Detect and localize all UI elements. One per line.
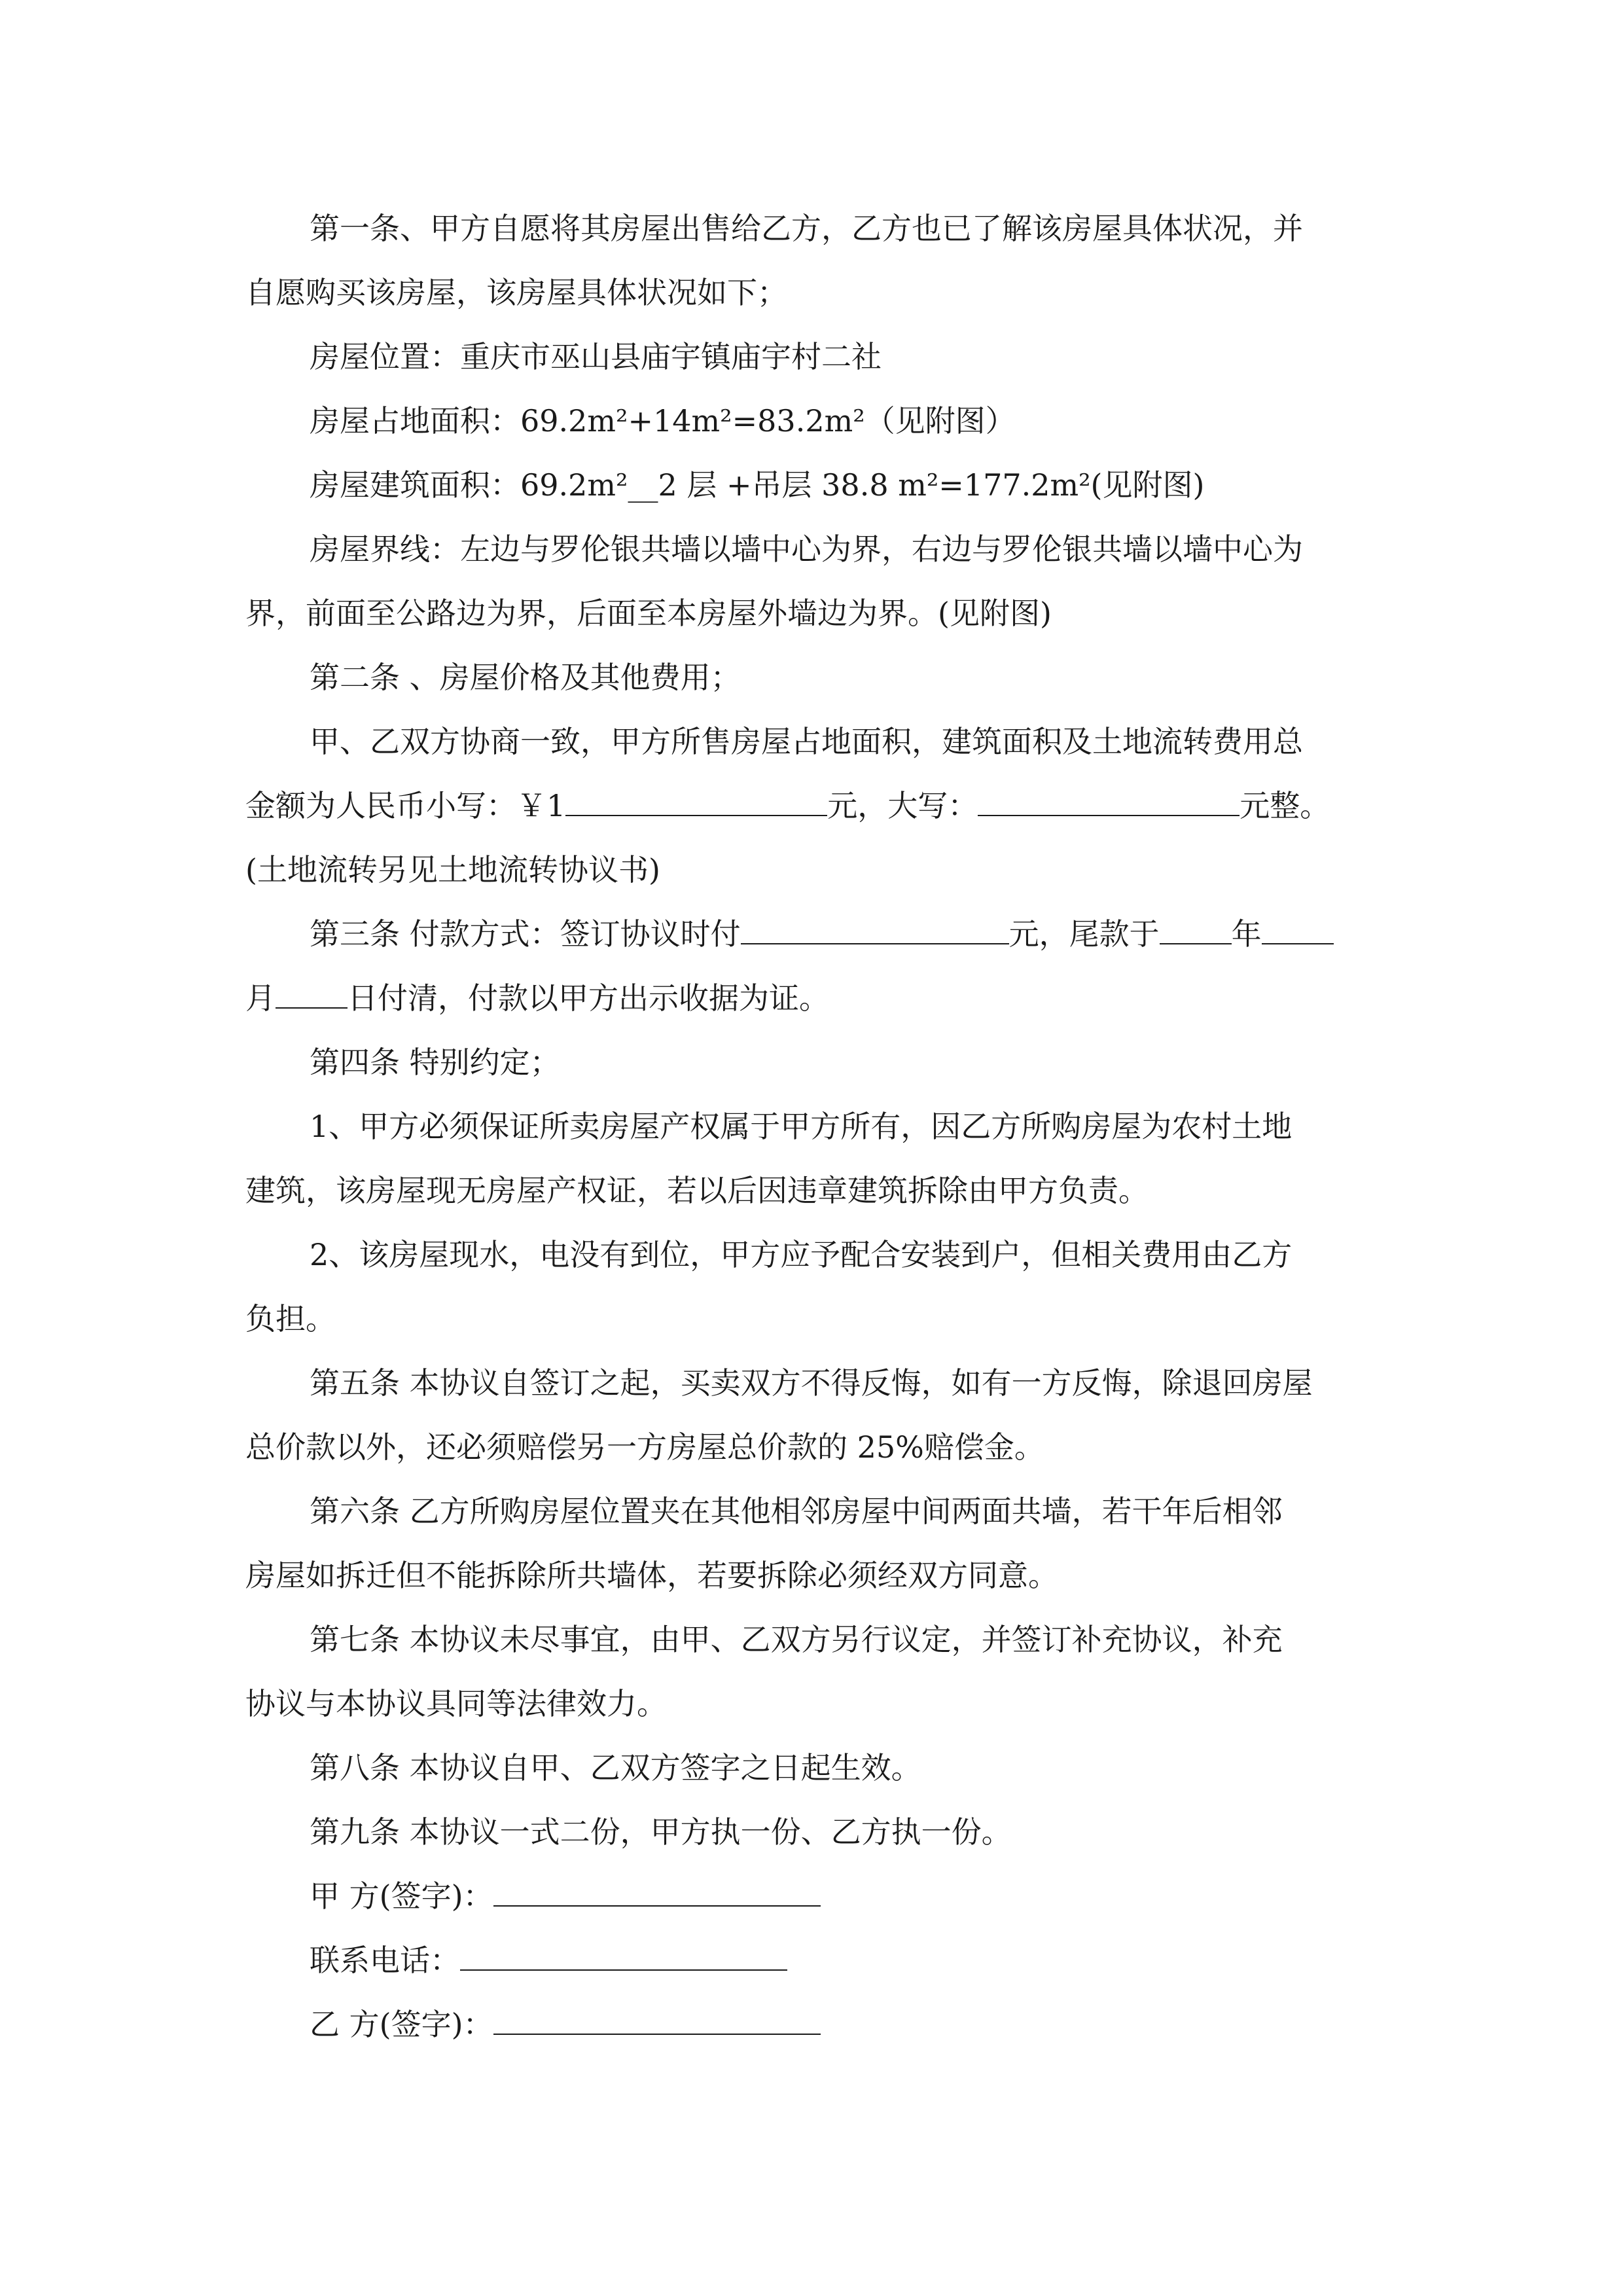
house-location: 房屋位置：重庆市巫山县庙宇镇庙宇村二社 [310,339,882,374]
party-b-signature-blank[interactable] [493,2003,821,2035]
article4-item1-line2: 建筑，该房屋现无房屋产权证，若以后因违章建筑拆除由甲方负责。 [245,1173,1149,1208]
deposit-blank [741,913,1009,944]
building-area: 房屋建筑面积：69.2m²__2 层 +吊层 38.8 m²=177.2m²(见附图) [310,467,1205,503]
article3-payment-label: 第三条 付款方式：签订协议时付 [310,916,741,952]
amount-figures-blank [565,785,827,816]
year-blank [1160,913,1232,944]
land-area: 房屋占地面积：69.2m²+14m²=83.2m²（见附图） [310,403,1016,439]
phone-blank[interactable] [460,1939,787,1971]
article6-line1: 第六条 乙方所购房屋位置夹在其他相邻房屋中间两面共墙，若干年后相邻 [310,1494,1283,1529]
phone-row [245,1928,1381,1992]
article2-title: 第二条 、房屋价格及其他费用； [310,660,741,695]
article4-item2-line1: 2、该房屋现水，电没有到位，甲方应予配合安装到户，但相关费用由乙方 [310,1237,1293,1272]
article2-words-label: 元，大写： [827,788,978,823]
article4-title: 第四条 特别约定； [310,1045,560,1080]
party-a-label: 甲 方(签字)： [310,1878,493,1914]
boundary-line2: 界，前面至公路边为界，后面至本房屋外墙边为界。(见附图) [245,596,1052,631]
article3-balance-label: 元，尾款于 [1008,916,1160,952]
article5-line2: 总价款以外，还必须赔偿另一方房屋总价款的 25%赔偿金。 [245,1429,1044,1465]
article4-item2-line2: 负担。 [245,1301,336,1336]
article2-line1: 甲、乙双方协商一致，甲方所售房屋占地面积，建筑面积及土地流转费用总 [310,724,1303,759]
article5-line1: 第五条 本协议自签订之起，买卖双方不得反悔，如有一方反悔，除退回房屋 [310,1365,1313,1401]
article3-end-label: 日付清，付款以甲方出示收据为证。 [348,980,829,1016]
party-b-signature-row [245,1992,1381,2056]
month-blank-1 [1262,913,1334,944]
article6-line2: 房屋如拆迁但不能拆除所共墙体，若要拆除必须经双方同意。 [245,1558,1058,1593]
article2-line2 [245,774,1381,838]
article8: 第八条 本协议自甲、乙双方签字之日起生效。 [310,1750,921,1785]
article9: 第九条 本协议一式二份，甲方执一份、乙方执一份。 [310,1814,1012,1850]
article3-line2 [245,966,1381,1030]
article2-end-label: 元整。 [1240,788,1330,823]
contract-body [245,196,1381,2056]
article4-item1-line1: 1、甲方必须保证所卖房屋产权属于甲方所有，因乙方所购房屋为农村土地 [310,1109,1293,1144]
party-b-label: 乙 方(签字)： [310,2007,493,2042]
article7-line2: 协议与本协议具同等法律效力。 [245,1686,667,1721]
article1-line2: 自愿购买该房屋，该房屋具体状况如下； [245,275,787,310]
phone-label: 联系电话： [310,1943,460,1978]
article3-month-label: 月 [245,980,276,1016]
party-a-signature-blank[interactable] [493,1875,821,1907]
amount-words-blank [978,785,1240,816]
article2-amount-label: 金额为人民币小写：￥1 [245,788,566,823]
article1-line1: 第一条、甲方自愿将其房屋出售给乙方，乙方也已了解该房屋具体状况，并 [310,211,1303,246]
article7-line1: 第七条 本协议未尽事宜，由甲、乙双方另行议定，并签订补充协议，补充 [310,1622,1283,1657]
party-a-signature-row [245,1864,1381,1928]
article3-line1 [245,902,1381,966]
day-blank [276,977,348,1009]
article3-year-label: 年 [1231,916,1262,952]
article2-line3: (土地流转另见土地流转协议书) [245,852,660,888]
boundary-line1: 房屋界线：左边与罗伦银共墙以墙中心为界，右边与罗伦银共墙以墙中心为 [310,531,1303,567]
